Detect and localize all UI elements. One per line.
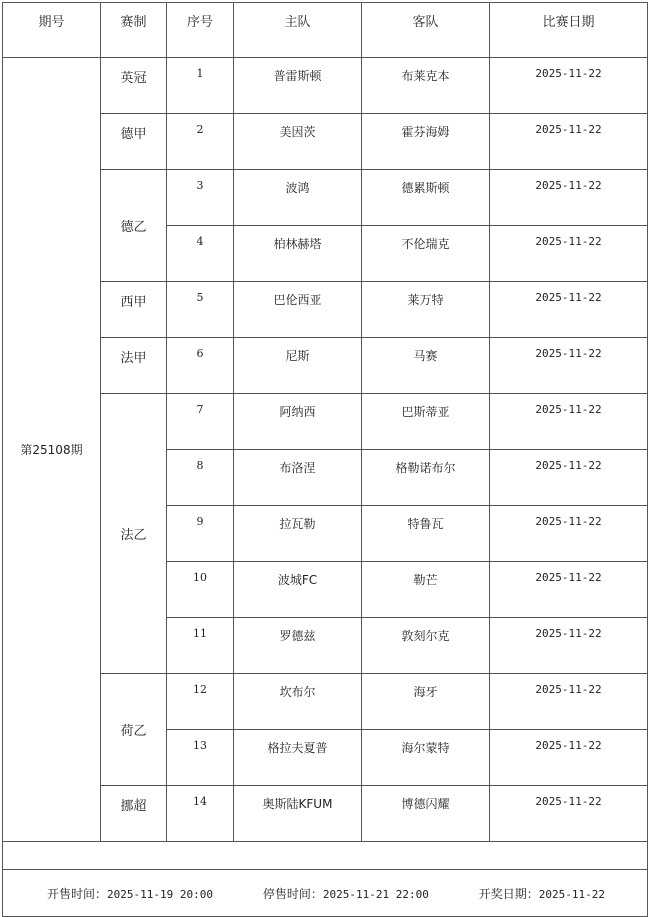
date-cell: 2025-11-22: [490, 114, 648, 170]
seq-cell: 4: [167, 226, 234, 282]
home-team-cell: 拉瓦勒: [234, 506, 362, 562]
period-cell: 第25108期: [3, 58, 101, 842]
league-cell: 德乙: [101, 170, 167, 282]
away-team-cell: 马赛: [362, 338, 490, 394]
header-seq: 序号: [167, 3, 234, 58]
away-team-cell: 敦刻尔克: [362, 618, 490, 674]
draw-date-info: [479, 885, 605, 902]
draw-date-label: 开奖日期：: [478, 886, 539, 901]
league-cell: 西甲: [101, 282, 167, 338]
away-team-cell: 巴斯蒂亚: [362, 394, 490, 450]
sale-start-info: [47, 885, 213, 902]
date-cell: 2025-11-22: [490, 170, 648, 226]
home-team-cell: 巴伦西亚: [234, 282, 362, 338]
away-team-cell: 布莱克本: [362, 58, 490, 114]
spacer-cell: [3, 842, 648, 870]
away-team-cell: 海牙: [362, 674, 490, 730]
away-team-cell: 不伦瑞克: [362, 226, 490, 282]
home-team-cell: 波城FC: [234, 562, 362, 618]
date-cell: 2025-11-22: [490, 786, 648, 842]
seq-cell: 7: [167, 394, 234, 450]
sale-stop-label: 停售时间：: [262, 886, 323, 901]
home-team-cell: 美因茨: [234, 114, 362, 170]
spacer-row: [3, 842, 648, 870]
header-period: 期号: [3, 3, 101, 58]
home-team-cell: 罗德兹: [234, 618, 362, 674]
seq-cell: 5: [167, 282, 234, 338]
date-cell: 2025-11-22: [490, 562, 648, 618]
header-date: 比赛日期: [490, 3, 648, 58]
seq-cell: 12: [167, 674, 234, 730]
league-cell: 英冠: [101, 58, 167, 114]
date-cell: 2025-11-22: [490, 674, 648, 730]
header-away: 客队: [362, 3, 490, 58]
league-cell: 法乙: [101, 394, 167, 674]
away-team-cell: 莱万特: [362, 282, 490, 338]
seq-cell: 3: [167, 170, 234, 226]
league-cell: 挪超: [101, 786, 167, 842]
header-league: 赛制: [101, 3, 167, 58]
home-team-cell: 格拉夫夏普: [234, 730, 362, 786]
date-cell: 2025-11-22: [490, 226, 648, 282]
seq-cell: 8: [167, 450, 234, 506]
date-cell: 2025-11-22: [490, 338, 648, 394]
away-team-cell: 勒芒: [362, 562, 490, 618]
home-team-cell: 普雷斯顿: [234, 58, 362, 114]
away-team-cell: 博德闪耀: [362, 786, 490, 842]
seq-cell: 6: [167, 338, 234, 394]
seq-cell: 1: [167, 58, 234, 114]
seq-cell: 2: [167, 114, 234, 170]
sale-start-value: 2025-11-19 20:00: [107, 887, 213, 901]
table-row: [3, 58, 648, 114]
league-cell: 德甲: [101, 114, 167, 170]
away-team-cell: 格勒诺布尔: [362, 450, 490, 506]
date-cell: 2025-11-22: [490, 394, 648, 450]
seq-cell: 10: [167, 562, 234, 618]
date-cell: 2025-11-22: [490, 618, 648, 674]
seq-cell: 11: [167, 618, 234, 674]
away-team-cell: 霍芬海姆: [362, 114, 490, 170]
home-team-cell: 奥斯陆KFUM: [234, 786, 362, 842]
seq-cell: 14: [167, 786, 234, 842]
league-cell: 法甲: [101, 338, 167, 394]
home-team-cell: 阿纳西: [234, 394, 362, 450]
footer-cell: [3, 870, 648, 917]
sale-stop-info: [263, 885, 429, 902]
date-cell: 2025-11-22: [490, 450, 648, 506]
sale-stop-value: 2025-11-21 22:00: [322, 887, 429, 901]
home-team-cell: 尼斯: [234, 338, 362, 394]
away-team-cell: 德累斯顿: [362, 170, 490, 226]
league-cell: 荷乙: [101, 674, 167, 786]
home-team-cell: 布洛涅: [234, 450, 362, 506]
footer-row: [3, 870, 648, 917]
date-cell: 2025-11-22: [490, 730, 648, 786]
date-cell: 2025-11-22: [490, 58, 648, 114]
sale-start-label: 开售时间：: [47, 886, 108, 901]
away-team-cell: 特鲁瓦: [362, 506, 490, 562]
away-team-cell: 海尔蒙特: [362, 730, 490, 786]
home-team-cell: 波鸿: [234, 170, 362, 226]
seq-cell: 9: [167, 506, 234, 562]
fixtures-table: [2, 2, 648, 917]
header-home: 主队: [234, 3, 362, 58]
draw-date-value: 2025-11-22: [538, 887, 605, 901]
sale-info: [3, 885, 647, 902]
home-team-cell: 坎布尔: [234, 674, 362, 730]
date-cell: 2025-11-22: [490, 282, 648, 338]
header-row: [3, 3, 648, 58]
home-team-cell: 柏林赫塔: [234, 226, 362, 282]
seq-cell: 13: [167, 730, 234, 786]
date-cell: 2025-11-22: [490, 506, 648, 562]
